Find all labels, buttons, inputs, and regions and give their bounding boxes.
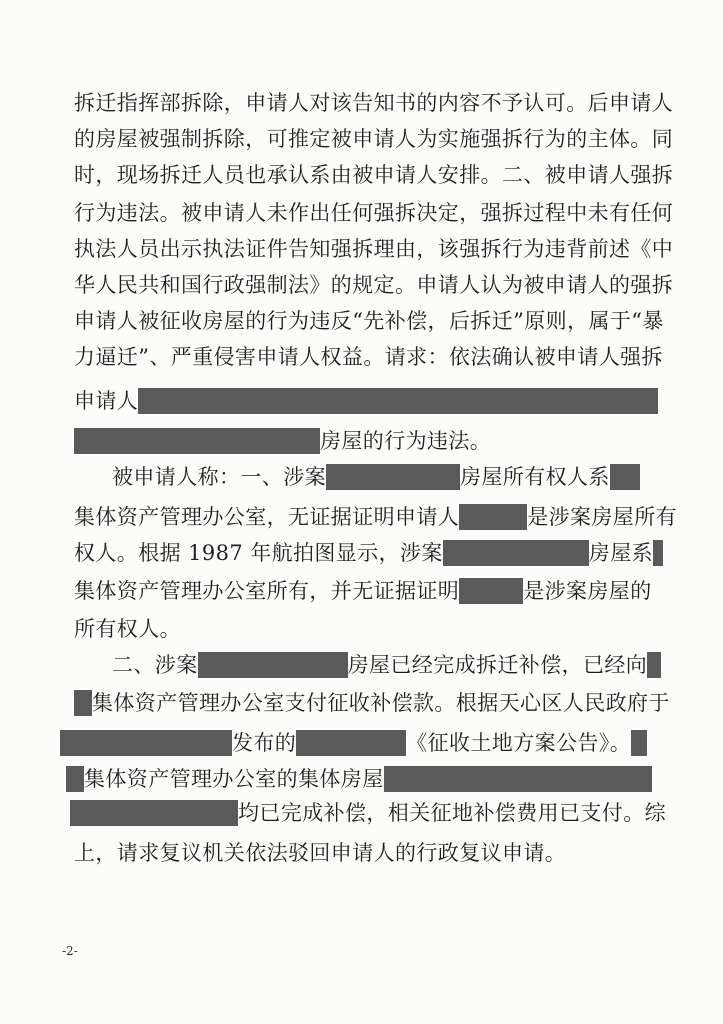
text-segment: 房屋的行为违法。 (320, 429, 492, 453)
text-segment: 集体资产管理办公室的集体房屋 (84, 767, 384, 791)
text-line: 的房屋被强制拆除，可推定被申请人为实施强拆行为的主体。同 (74, 127, 674, 151)
text-segment: 均已完成补偿，相关征地补偿费用已支付。综 (238, 801, 666, 825)
text-line (112, 652, 683, 678)
text-segment: 集体资产管理办公室所有，并无证据证明 (74, 579, 460, 603)
redaction-block (459, 504, 527, 530)
redaction-block (74, 690, 92, 716)
redaction-block (198, 652, 348, 678)
redaction-block (631, 730, 647, 756)
text-line (112, 464, 683, 490)
text-line (70, 800, 683, 826)
text-line: 上，请求复议机关依法驳回申请人的行政复议申请。 (74, 841, 567, 865)
text-segment: 是涉案房屋的 (523, 579, 652, 603)
redaction-block (70, 800, 238, 826)
text-line: 行为违法。被申请人未作出任何强拆决定，强拆过程中未有任何 (74, 201, 674, 225)
text-line: 所有权人。 (74, 617, 181, 641)
text-line (74, 504, 683, 530)
text-segment: 房屋已经完成拆迁补偿，已经向 (347, 653, 648, 677)
text-line (74, 578, 683, 604)
text-line (74, 428, 683, 454)
text-segment: 集体资产管理办公室支付征收补偿款。根据天心区人民政府于 (92, 691, 670, 715)
text-segment: 房屋系 (588, 541, 653, 565)
redaction-block (653, 540, 663, 566)
page-number: -2- (62, 944, 78, 958)
text-line: 拆迁指挥部拆除，申请人对该告知书的内容不予认可。后申请人 (74, 91, 674, 115)
text-segment: 被申请人称：一、涉案 (112, 465, 326, 489)
redaction-block (60, 730, 232, 756)
redaction-block (326, 464, 460, 490)
redaction-block (647, 652, 661, 678)
text-line (66, 766, 683, 792)
text-line: 时，现场拆迁人员也承认系由被申请人安排。二、被申请人强拆 (74, 163, 674, 187)
text-segment: 二、涉案 (112, 653, 198, 677)
text-line (74, 388, 683, 414)
text-line (74, 690, 683, 716)
text-segment: 是涉案房屋所有 (527, 505, 678, 529)
redaction-block (66, 766, 84, 792)
redaction-block (443, 540, 589, 566)
text-line: 力逼迁”、严重侵害申请人权益。请求：依法确认被申请人强拆 (74, 345, 663, 369)
text-segment: 房屋所有权人系 (460, 465, 610, 489)
redaction-block (296, 730, 406, 756)
text-line: 执法人员出示执法证件告知强拆理由，该强拆行为违背前述《中 (74, 237, 674, 261)
text-segment: 集体资产管理办公室，无证据证明申请人 (74, 505, 460, 529)
redaction-block (384, 766, 652, 792)
text-segment: 申请人 (74, 389, 139, 413)
text-line: 申请人被征收房屋的行为违反“先补偿，后拆迁”原则，属于“暴 (74, 309, 664, 333)
text-line: 华人民共和国行政强制法》的规定。申请人认为被申请人的强拆 (74, 273, 674, 297)
text-segment: 权人。根据 1987 年航拍图显示，涉案 (74, 541, 443, 565)
redaction-block (459, 578, 523, 604)
redaction-block (610, 464, 640, 490)
text-line (74, 540, 683, 566)
redaction-block (74, 428, 320, 454)
redaction-block (138, 388, 658, 414)
text-line (60, 730, 683, 756)
text-segment: 发布的 (232, 731, 297, 755)
text-segment: 《征收土地方案公告》。 (406, 731, 632, 755)
